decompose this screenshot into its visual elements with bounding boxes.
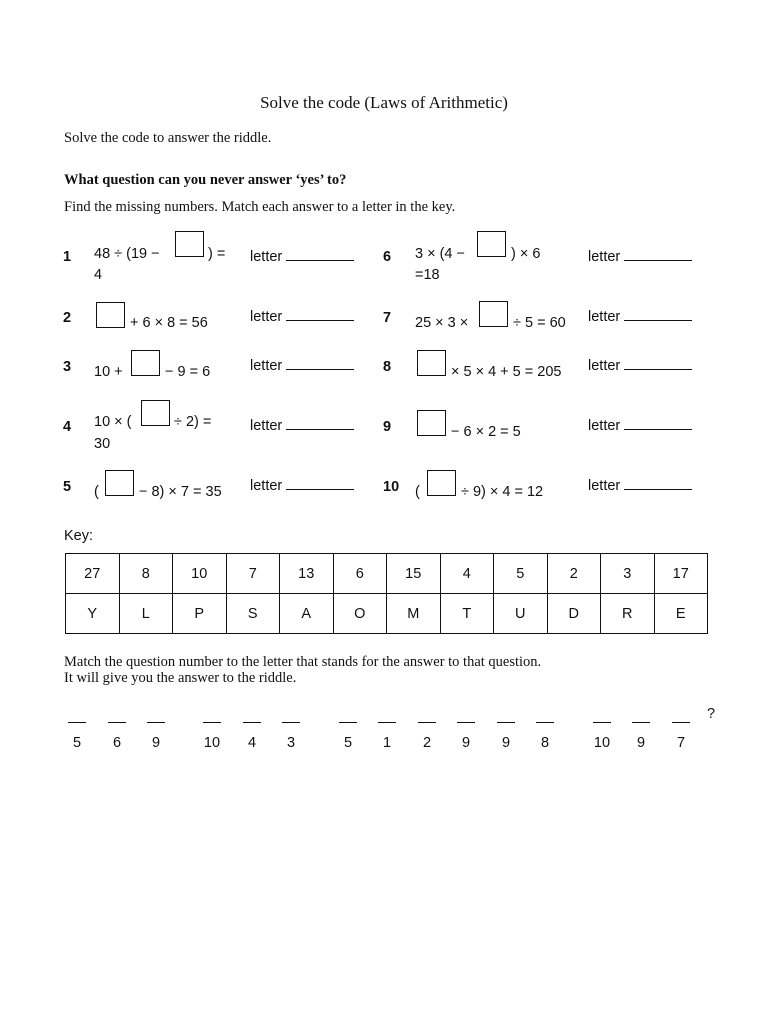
equation-part: ( — [415, 484, 420, 500]
key-number-cell: 15 — [387, 554, 441, 594]
equation-part: ÷ 2) = — [174, 414, 212, 430]
answer-number: 7 — [676, 735, 686, 751]
question-number: 7 — [383, 310, 392, 326]
equation-part: =18 — [415, 267, 440, 283]
key-letter-cell: T — [440, 594, 494, 634]
letter-label: letter — [250, 309, 283, 325]
letter-label: letter — [250, 478, 283, 494]
answer-blank[interactable] — [378, 722, 396, 723]
answer-number: 3 — [286, 735, 296, 751]
answer-number: 9 — [151, 735, 161, 751]
key-letter-cell: M — [387, 594, 441, 634]
answer-number: 10 — [203, 735, 221, 751]
answer-box[interactable] — [477, 231, 506, 257]
answer-blank[interactable] — [632, 722, 650, 723]
question-number: 5 — [63, 479, 72, 495]
equation-part: − 6 × 2 = 5 — [451, 424, 521, 440]
key-number-cell: 6 — [333, 554, 387, 594]
key-number-cell: 13 — [280, 554, 334, 594]
letter-answer-field[interactable] — [588, 358, 692, 374]
key-numbers-row — [66, 554, 708, 594]
key-table — [65, 553, 708, 634]
answer-number: 9 — [501, 735, 511, 751]
key-letter-cell: S — [226, 594, 280, 634]
equation-part: 10 + — [94, 364, 123, 380]
key-number-cell: 8 — [119, 554, 173, 594]
answer-box[interactable] — [479, 301, 508, 327]
equation-part: 4 — [94, 267, 103, 283]
answer-box[interactable] — [96, 302, 125, 328]
letter-label: letter — [588, 358, 621, 374]
answer-box[interactable] — [417, 410, 446, 436]
letter-answer-field[interactable] — [588, 418, 692, 434]
letter-answer-field[interactable] — [588, 249, 692, 265]
letter-answer-field[interactable] — [588, 478, 692, 494]
key-letter-cell: O — [333, 594, 387, 634]
match-instructions-line2: It will give you the answer to the riddle. — [64, 670, 297, 686]
equation-part: ( — [94, 484, 99, 500]
key-number-cell: 4 — [440, 554, 494, 594]
key-letter-cell: L — [119, 594, 173, 634]
question-number: 2 — [63, 310, 72, 326]
intro-text: Solve the code to answer the riddle. — [64, 130, 272, 146]
answer-box[interactable] — [427, 470, 456, 496]
answer-blank[interactable] — [68, 722, 86, 723]
key-label: Key: — [64, 528, 94, 544]
equation-part: ) = — [208, 246, 226, 262]
letter-label: letter — [588, 418, 621, 434]
key-number-cell: 7 — [226, 554, 280, 594]
answer-blank[interactable] — [282, 722, 300, 723]
key-number-cell: 17 — [654, 554, 708, 594]
riddle-question: What question can you never answer ‘yes’ to? — [64, 172, 347, 188]
answer-number: 1 — [382, 735, 392, 751]
equation-part: 25 × 3 × — [415, 315, 469, 331]
letter-answer-field[interactable] — [250, 309, 354, 325]
key-letter-cell: Y — [66, 594, 120, 634]
answer-box[interactable] — [141, 400, 170, 426]
answer-box[interactable] — [131, 350, 160, 376]
question-number: 8 — [383, 359, 392, 375]
question-number: 6 — [383, 249, 392, 265]
answer-number: 2 — [422, 735, 432, 751]
equation-part: + 6 × 8 = 56 — [130, 315, 208, 331]
letter-label: letter — [588, 309, 621, 325]
letter-answer-field[interactable] — [588, 309, 692, 325]
answer-number: 9 — [636, 735, 646, 751]
equation-part: − 9 = 6 — [165, 364, 211, 380]
key-number-cell: 2 — [547, 554, 601, 594]
question-number: 4 — [63, 419, 72, 435]
key-letter-cell: U — [494, 594, 548, 634]
answer-number: 5 — [343, 735, 353, 751]
letter-label: letter — [588, 249, 621, 265]
page-title: Solve the code (Laws of Arithmetic) — [260, 93, 508, 112]
equation-part: ÷ 9) × 4 = 12 — [461, 484, 544, 500]
letter-label: letter — [588, 478, 621, 494]
key-letter-cell: D — [547, 594, 601, 634]
answer-number: 9 — [461, 735, 471, 751]
letter-label: letter — [250, 358, 283, 374]
equation-part: 3 × (4 − — [415, 246, 465, 262]
key-letter-cell: A — [280, 594, 334, 634]
answer-blank[interactable] — [418, 722, 436, 723]
question-mark: ? — [707, 706, 716, 722]
question-number: 1 — [63, 249, 72, 265]
key-letter-cell: E — [654, 594, 708, 634]
answer-blank[interactable] — [593, 722, 611, 723]
question-number: 9 — [383, 419, 392, 435]
answer-blank[interactable] — [497, 722, 515, 723]
answer-box[interactable] — [105, 470, 134, 496]
equation-part: ) × 6 — [511, 246, 541, 262]
answer-blank[interactable] — [243, 722, 261, 723]
key-number-cell: 5 — [494, 554, 548, 594]
equation-part: ÷ 5 = 60 — [513, 315, 566, 331]
key-number-cell: 10 — [173, 554, 227, 594]
question-number: 3 — [63, 359, 72, 375]
answer-blank[interactable] — [339, 722, 357, 723]
letter-label: letter — [250, 418, 283, 434]
answer-blank[interactable] — [536, 722, 554, 723]
letter-answer-field[interactable] — [250, 358, 354, 374]
answer-blank[interactable] — [147, 722, 165, 723]
instructions-text: Find the missing numbers. Match each answer to a letter in the key. — [64, 199, 456, 215]
key-number-cell: 3 — [601, 554, 655, 594]
equation-part: 10 × ( — [94, 414, 132, 430]
equation-part: 48 ÷ (19 − — [94, 246, 160, 262]
letter-answer-field[interactable] — [250, 418, 354, 434]
answer-box[interactable] — [175, 231, 204, 257]
key-letter-cell: P — [173, 594, 227, 634]
key-number-cell: 27 — [66, 554, 120, 594]
letter-label: letter — [250, 249, 283, 265]
answer-number: 5 — [72, 735, 82, 751]
key-letter-cell: R — [601, 594, 655, 634]
answer-blank[interactable] — [203, 722, 221, 723]
question-number: 10 — [383, 479, 400, 495]
answer-blank[interactable] — [108, 722, 126, 723]
answer-blank[interactable] — [457, 722, 475, 723]
letter-answer-field[interactable] — [250, 249, 354, 265]
equation-part: 30 — [94, 436, 111, 452]
answer-number: 8 — [540, 735, 550, 751]
letter-answer-field[interactable] — [250, 478, 354, 494]
answer-number: 4 — [247, 735, 257, 751]
match-instructions-line1: Match the question number to the letter that stands for the answer to that question. — [64, 654, 542, 670]
equation-part: − 8) × 7 = 35 — [139, 484, 222, 500]
answer-box[interactable] — [417, 350, 446, 376]
answer-number: 10 — [593, 735, 611, 751]
answer-blank[interactable] — [672, 722, 690, 723]
answer-number: 6 — [112, 735, 122, 751]
equation-part: × 5 × 4 + 5 = 205 — [451, 364, 562, 380]
key-letters-row — [66, 594, 708, 634]
